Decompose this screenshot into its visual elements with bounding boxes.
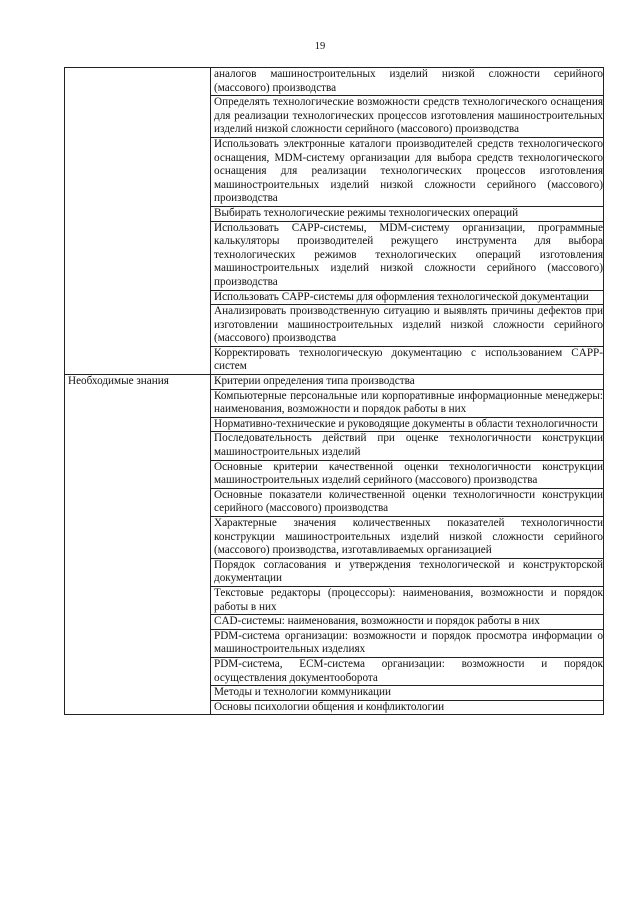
knowledge-item: Основы психологии общения и конфликтологии [211, 700, 604, 715]
knowledge-item: PDM-система организации: возможности и порядок просмотра информации о машиностроительных изделиях [211, 629, 604, 657]
knowledge-label: Необходимые знания [65, 375, 211, 715]
skill-item: Корректировать технологическую документацию с использованием CAPP-систем [211, 346, 604, 374]
knowledge-item: Основные критерии качественной оценки технологичности конструкции машиностроительных изделий серийного (массового) производства [211, 460, 604, 488]
table-row [65, 375, 604, 390]
knowledge-item: Нормативно-технические и руководящие документы в области технологичности [211, 417, 604, 432]
skill-item: Использовать электронные каталоги производителей средств технологического оснащения, MDM-систему организации для выбора средств технологического оснащения для реализации технологических процессов изготовления машиностроительных изделий низкой сложности серийного (массового) производства [211, 137, 604, 206]
skill-item: аналогов машиностроительных изделий низкой сложности серийного (массового) производства [211, 68, 604, 96]
knowledge-item: PDM-система, ECM-система организации: возможности и порядок осуществления документооборота [211, 657, 604, 685]
knowledge-item: Характерные значения количественных показателей технологичности конструкции машиностроительных изделий низкой сложности серийного (массового) производства, изготавливаемых организацией [211, 517, 604, 559]
table-row [65, 68, 604, 96]
skills-label-cell [65, 68, 211, 375]
knowledge-item: Основные показатели количественной оценки технологичности конструкции серийного (массового) производства [211, 488, 604, 516]
knowledge-item: Компьютерные персональные или корпоративные информационные менеджеры: наименования, возможности и порядок работы в них [211, 389, 604, 417]
knowledge-item: Последовательность действий при оценке технологичности конструкции машиностроительных изделий [211, 432, 604, 460]
knowledge-item: Порядок согласования и утверждения технологической и конструкторской документации [211, 558, 604, 586]
skill-item: Использовать CAPP-системы, MDM-систему организации, программные калькуляторы производителей режущего инструмента для выбора технологических режимов технологических операций изготовления машиностроительных изделий низкой сложности серийного (массового) производства [211, 221, 604, 290]
skill-item: Использовать CAPP-системы для оформления технологической документации [211, 290, 604, 305]
skill-item: Выбирать технологические режимы технологических операций [211, 206, 604, 221]
skill-item: Определять технологические возможности средств технологического оснащения для реализации технологических процессов изготовления машиностроительных изделий низкой сложности серийного (массового) производства [211, 96, 604, 138]
knowledge-item: Методы и технологии коммуникации [211, 686, 604, 701]
knowledge-item: Текстовые редакторы (процессоры): наименования, возможности и порядок работы в них [211, 586, 604, 614]
competency-table [64, 67, 604, 715]
knowledge-item: CAD-системы: наименования, возможности и порядок работы в них [211, 615, 604, 630]
knowledge-item: Критерии определения типа производства [211, 375, 604, 390]
page-number: 19 [314, 41, 326, 52]
skill-item: Анализировать производственную ситуацию и выявлять причины дефектов при изготовлении машиностроительных изделий низкой сложности серийного (массового) производства [211, 305, 604, 347]
